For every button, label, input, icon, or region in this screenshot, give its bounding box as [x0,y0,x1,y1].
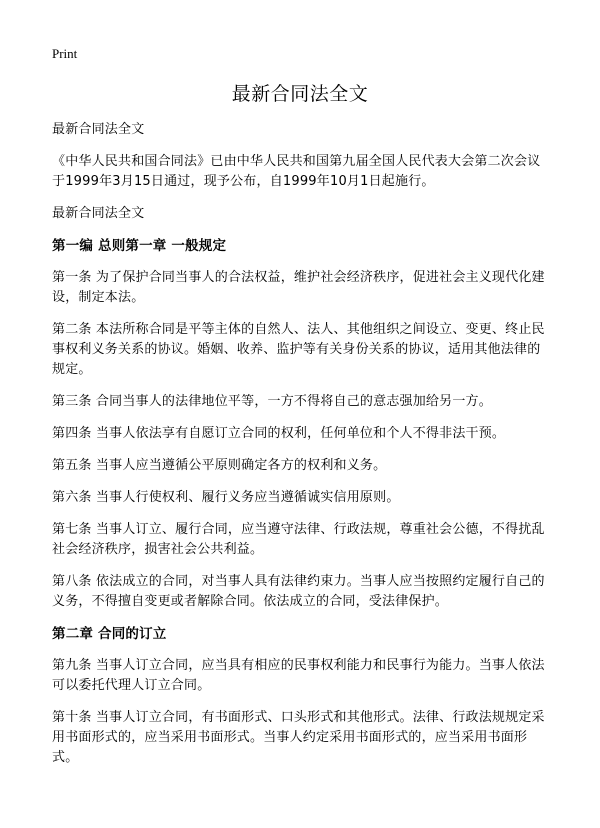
paragraph: 第一条 为了保护合同当事人的合法权益，维护社会经济秩序，促进社会主义现代化建设，制定本法。 [52,270,545,305]
paragraph: 最新合同法全文 [52,122,145,137]
paragraph: 第二条 本法所称合同是平等主体的自然人、法人、其他组织之间设立、变更、终止民事权利义务关系的协议。婚姻、收养、监护等有关身份关系的协议，适用其他法律的规定。 [52,322,545,377]
document-body [52,120,548,780]
paragraph: 《中华人民共和国合同法》已由中华人民共和国第九届全国人民代表大会第二次会议于1999年3月15日通过，现予公布，自1999年10月1日起施行。 [52,154,541,189]
paragraph: 第八条 依法成立的合同，对当事人具有法律约束力。当事人应当按照约定履行自己的义务，不得擅自变更或者解除合同。依法成立的合同，受法律保护。 [52,574,545,609]
paragraph: 第七条 当事人订立、履行合同，应当遵守法律、行政法规，尊重社会公德，不得扰乱社会经济秩序，损害社会公共利益。 [52,522,545,557]
section-heading: 第二章 合同的订立 [52,626,167,642]
paragraph: 第四条 当事人依法享有自愿订立合同的权利，任何单位和个人不得非法干预。 [52,426,506,441]
paragraph: 最新合同法全文 [52,206,145,221]
paragraph: 第九条 当事人订立合同，应当具有相应的民事权利能力和民事行为能力。当事人依法可以委托代理人订立合同。 [52,658,545,693]
page-title: 最新合同法全文 [231,83,369,105]
section-heading: 第一编 总则第一章 一般规定 [52,238,227,254]
paragraph: 第十条 当事人订立合同，有书面形式、口头形式和其他形式。法律、行政法规规定采用书面形式的，应当采用书面形式。当事人约定采用书面形式的，应当采用书面形式。 [52,710,545,765]
paragraph: 第六条 当事人行使权利、履行义务应当遵循诚实信用原则。 [52,490,400,505]
paragraph: 第五条 当事人应当遵循公平原则确定各方的权利和义务。 [52,458,387,473]
print-link[interactable]: Print [52,46,78,61]
paragraph: 第三条 合同当事人的法律地位平等，一方不得将自己的意志强加给另一方。 [52,394,492,409]
